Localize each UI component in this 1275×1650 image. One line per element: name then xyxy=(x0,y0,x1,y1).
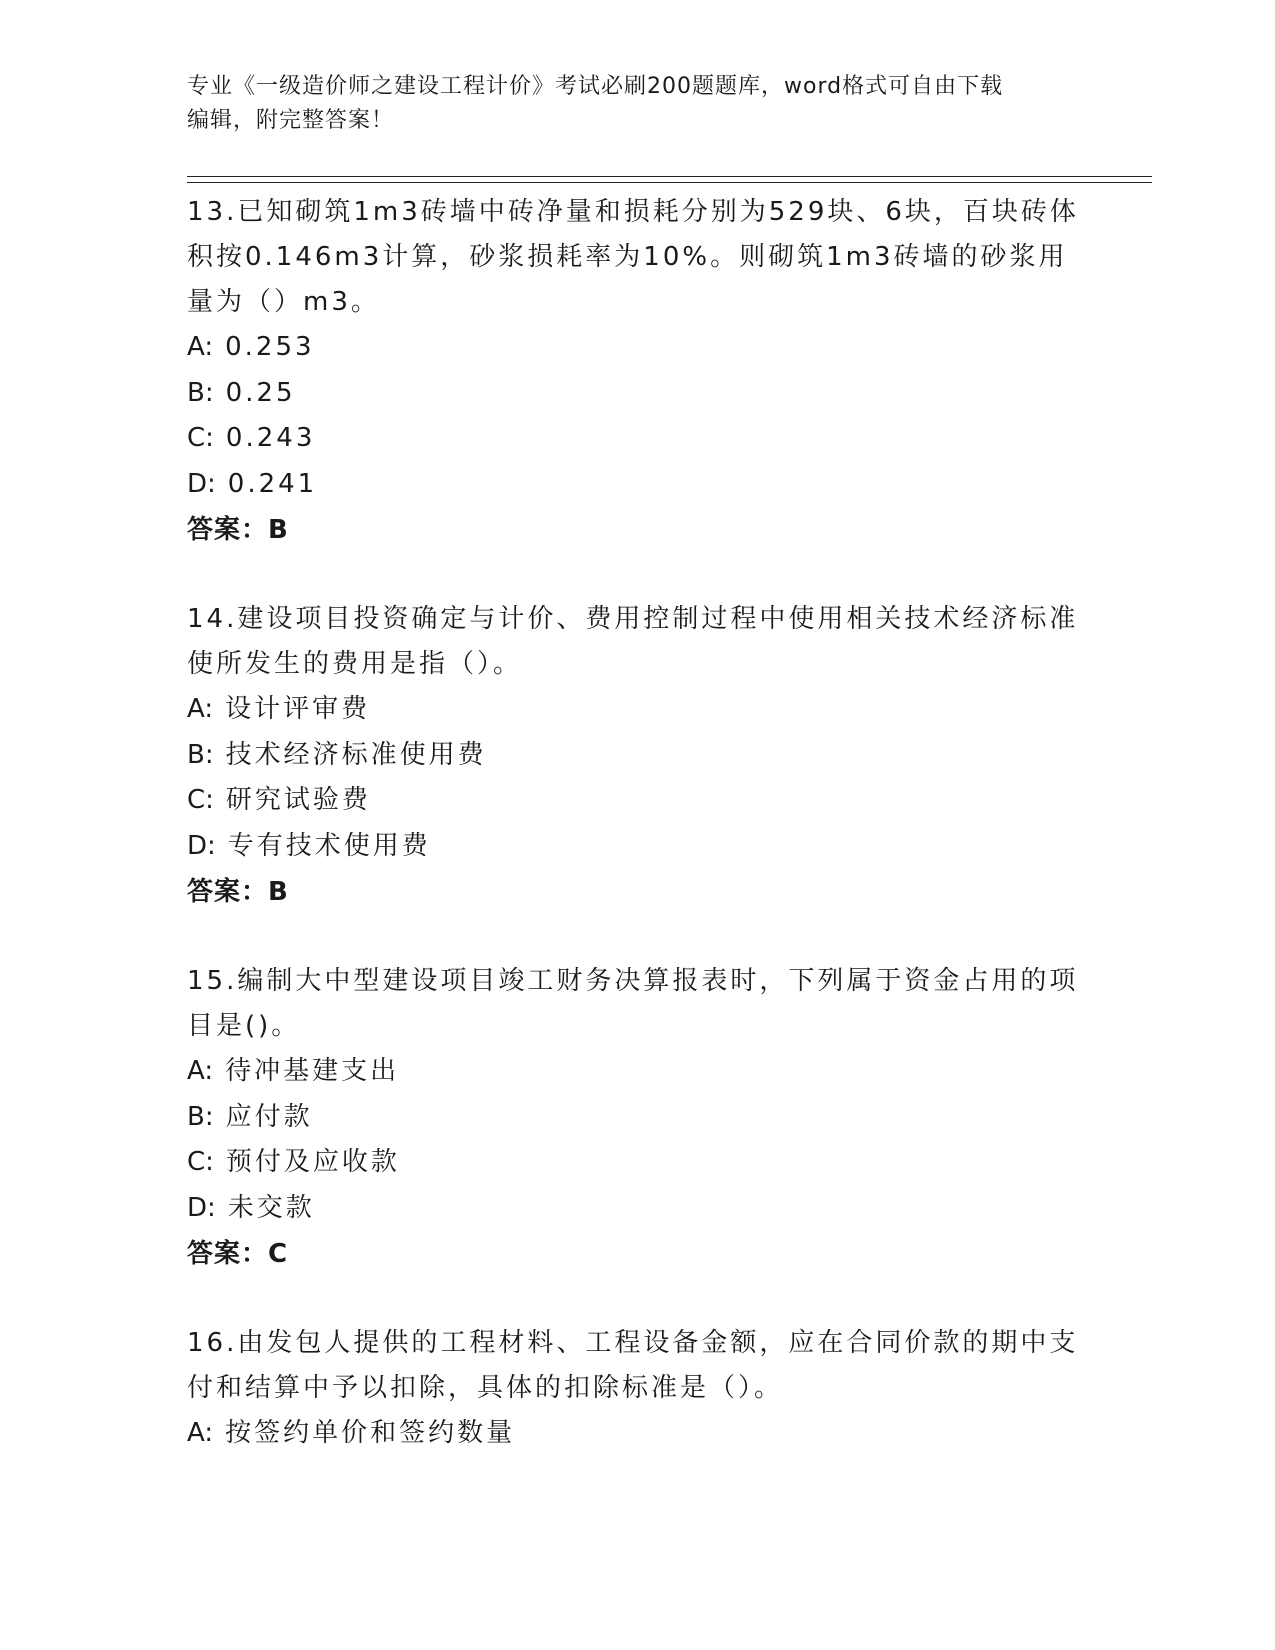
option-letter: A: xyxy=(187,1418,214,1448)
option-letter: D: xyxy=(187,830,216,861)
option-letter: B: xyxy=(187,739,214,770)
question-list xyxy=(187,190,1087,1501)
question-14 xyxy=(187,597,1087,915)
option-letter: B: xyxy=(187,1101,214,1132)
answer-label: 答案：B xyxy=(187,515,289,545)
question-15 xyxy=(187,959,1087,1277)
option-c xyxy=(187,1140,1087,1186)
option-letter: A: xyxy=(187,694,214,724)
option-letter: C: xyxy=(187,423,214,453)
question-stem: 14.建设项目投资确定与计价、费用控制过程中使用相关技术经济标准使所发生的费用是指（）。 xyxy=(187,604,1079,679)
option-a xyxy=(187,1411,1087,1457)
option-c xyxy=(187,778,1087,824)
option-letter: D: xyxy=(187,468,216,499)
question-stem: 15.编制大中型建设项目竣工财务决算报表时，下列属于资金占用的项目是()。 xyxy=(187,966,1079,1041)
answer-label: 答案：C xyxy=(187,1239,289,1269)
option-text: 专有技术使用费 xyxy=(227,830,431,861)
option-text: 0.241 xyxy=(227,468,318,499)
option-letter: A: xyxy=(187,1056,214,1086)
option-text: 未交款 xyxy=(227,1192,315,1223)
option-d xyxy=(187,462,1087,508)
header-divider-bottom xyxy=(187,182,1152,183)
option-text: 0.243 xyxy=(225,423,316,453)
option-letter: B: xyxy=(187,377,214,408)
option-a xyxy=(187,325,1087,371)
option-letter: C: xyxy=(187,785,214,815)
option-b xyxy=(187,1095,1087,1141)
question-16 xyxy=(187,1321,1087,1457)
option-a xyxy=(187,1049,1087,1095)
document-header xyxy=(187,70,1087,138)
option-text: 0.253 xyxy=(225,332,315,362)
header-line-1: 专业《一级造价师之建设工程计价》考试必刷200题题库，word格式可自由下载 xyxy=(187,74,1004,99)
option-text: 0.25 xyxy=(225,377,296,408)
option-text: 按签约单价和签约数量 xyxy=(225,1418,516,1448)
option-d xyxy=(187,1186,1087,1232)
option-text: 预付及应收款 xyxy=(225,1147,400,1177)
option-d xyxy=(187,824,1087,870)
option-c xyxy=(187,416,1087,462)
option-text: 研究试验费 xyxy=(225,785,371,815)
option-text: 技术经济标准使用费 xyxy=(225,739,487,770)
header-line-2: 编辑，附完整答案！ xyxy=(187,108,395,133)
header-divider-top xyxy=(187,176,1152,177)
option-text: 设计评审费 xyxy=(225,694,371,724)
option-b xyxy=(187,371,1087,417)
option-a xyxy=(187,687,1087,733)
question-13 xyxy=(187,190,1087,553)
option-letter: D: xyxy=(187,1192,216,1223)
question-stem: 16.由发包人提供的工程材料、工程设备金额，应在合同价款的期中支付和结算中予以扣除，具体的扣除标准是（）。 xyxy=(187,1328,1079,1403)
option-text: 应付款 xyxy=(225,1101,313,1132)
option-text: 待冲基建支出 xyxy=(225,1056,400,1086)
option-b xyxy=(187,733,1087,779)
option-letter: C: xyxy=(187,1147,214,1177)
option-letter: A: xyxy=(187,332,214,362)
answer-label: 答案：B xyxy=(187,877,289,907)
question-stem: 13.已知砌筑1m3砖墙中砖净量和损耗分别为529块、6块，百块砖体积按0.146m3计算，砂浆损耗率为10%。则砌筑1m3砖墙的砂浆用量为（）m3。 xyxy=(187,197,1079,317)
